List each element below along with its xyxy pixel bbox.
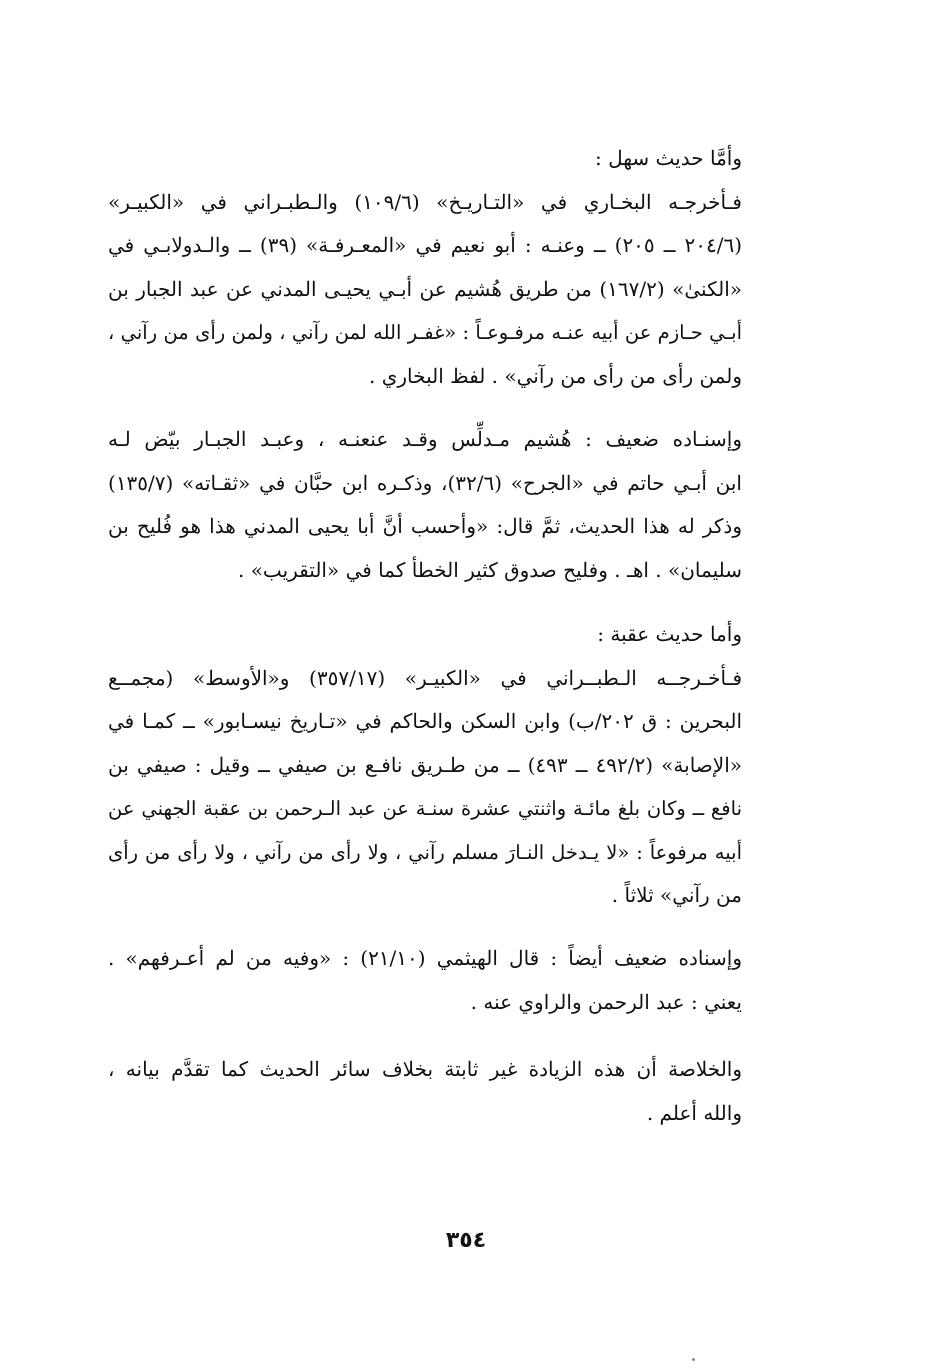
paragraph-line: (٢٠٤/٦ ــ ٢٠٥) ــ وعنـه : أبو نعيم في «المعـرفـة» (٣٩) ــ والـدولابـي في [108, 233, 743, 257]
paragraph-line: ابن أبـي حاتم في «الجرح» (٣٢/٦)، وذكـره ابن حبَّان في «ثقـاته» (١٣٥/٧) [108, 470, 742, 495]
paragraph-line: نافع ــ وكان بلغ مائـة واثنتي عشرة سنـة عن عبد الـرحمن بن عقبة الجهني عن [108, 797, 742, 820]
paragraph-line: من رآني» ثلاثاً . [611, 883, 742, 907]
section-heading: وأما حديث عقبة : [597, 622, 742, 646]
uqba-grading-paragraph [108, 937, 742, 1024]
paragraph-line: «الكنىٰ» (١٦٧/٢) من طريق هُشيم عن أبـي يحيـى المدني عن عبد الجبار بن [108, 276, 742, 301]
paragraph-line: سليمان» . اهـ . وفليح صدوق كثير الخطأ كما في «التقريب» . [237, 557, 742, 582]
paragraph-line: وإسنـاده ضعيف : هُشيم مـدلِّس وقـد عنعنـه ، وعبـد الجبـار بيّض لـه [108, 427, 742, 451]
scan-speck [692, 1358, 695, 1361]
sahl-hadith-section [108, 137, 742, 398]
paragraph-line: والله أعلم . [646, 1100, 742, 1125]
paragraph-line: يعني : عبد الرحمن والراوي عنه . [470, 989, 742, 1014]
sahl-grading-paragraph [108, 418, 742, 592]
paragraph-line: والخلاصة أن هذه الزيادة غير ثابتة بخلاف سائر الحديث كما تقدَّم بيانه ، [108, 1057, 742, 1081]
conclusion-paragraph [108, 1048, 742, 1135]
paragraph-line: فـأخـرجــه الـطبــراني في «الكبيـر» (٣٥٧/١٧) و«الأوسط» (مجمــع [108, 665, 742, 690]
paragraph-line: «الإصابة» (٤٩٢/٢ ــ ٤٩٣) ــ من طـريق نافـع بن صيفي ــ وقيل : صيفي بن [108, 752, 742, 777]
paragraph-line: وإسناده ضعيف أيضاً : قال الهيثمي (٢١/١٠) : «وفيه من لم أعـرفهم» . [108, 946, 742, 970]
paragraph-line: أبـي حـازم عن أبيه عنـه مرفـوعـاً : «غفـر الله لمن رآني ، ولمن رأى من رآني ، [108, 321, 742, 344]
page-number: ٣٥٤ [445, 1228, 487, 1253]
paragraph-line: ولمن رأى من رأى من رآني» . لفظ البخاري . [369, 363, 742, 388]
uqba-hadith-section [108, 613, 742, 918]
paragraph-line: وذكر له هذا الحديث، ثمَّ قال: «وأحسب أنَّ أبا يحيى المدني هذا هو فُليح بن [108, 514, 742, 538]
paragraph-line: البحرين : ق ٢٠٢/ب) وابن السكن والحاكم في «تـاريخ نيسـابور» ــ كمـا في [108, 709, 743, 733]
paragraph-line: أبيه مرفوعاً : «لا يـدخل النـارَ مسلم رآني ، ولا رأى من رآني ، ولا رأى من رأى [108, 840, 742, 864]
section-heading: وأمَّا حديث سهل : [594, 146, 742, 170]
paragraph-line: فـأخرجـه البخـاري في «التـاريـخ» (١٠٩/٦) والـطبـراني في «الكبيـر» [108, 189, 742, 214]
